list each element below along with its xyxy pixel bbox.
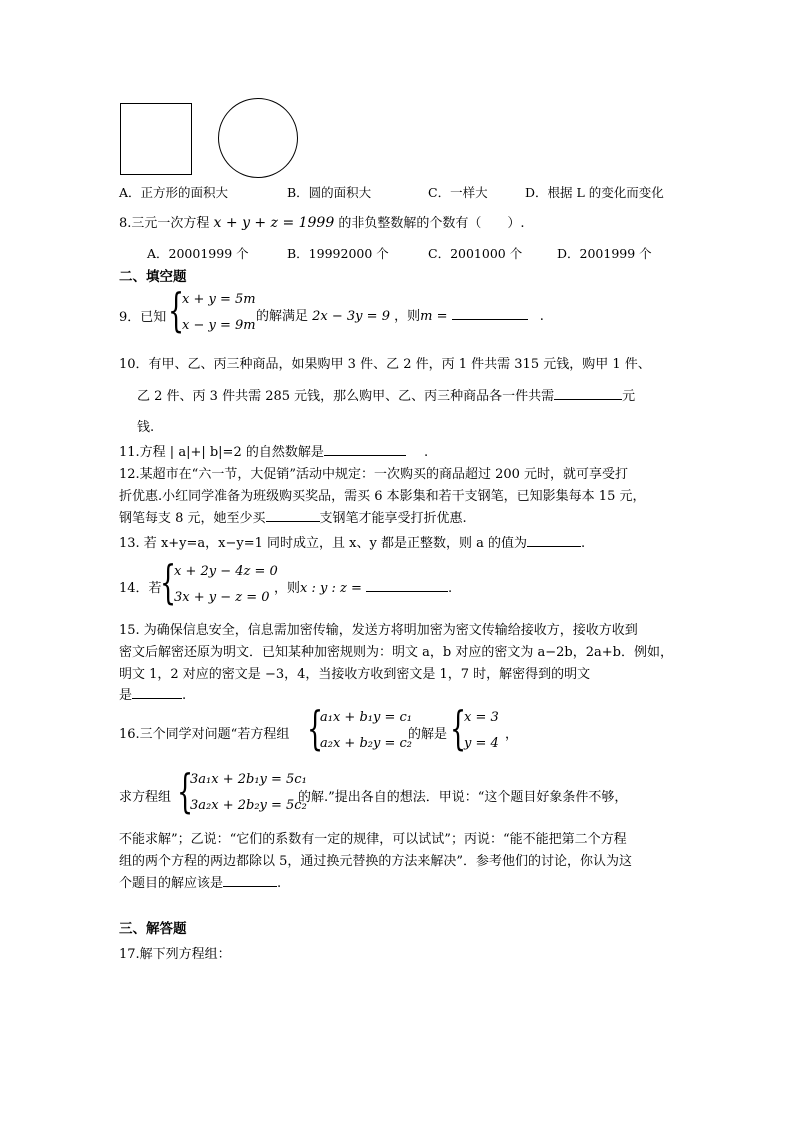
question-13	[119, 532, 585, 551]
q12-line3	[119, 507, 467, 526]
q16-text-b: 的解.”提出各自的想法．甲说：“这个题目好象条件不够，	[298, 790, 628, 805]
section-2-heading: 二、填空题	[119, 269, 187, 285]
q7-option-c: C．一样大	[428, 185, 488, 200]
section-3-heading: 三、解答题	[119, 921, 187, 937]
q16-sol2: y = 4	[464, 736, 499, 751]
q10-line2-text: 乙 2 件、丙 3 件共需 285 元钱，那么购甲、乙、丙三种商品各一件共需	[137, 389, 555, 404]
q12-line1: 12.某超市在“六一节，大促销”活动中规定：一次购买的商品超过 200 元时，就可享受打	[119, 467, 629, 482]
q16-brace-1: {	[307, 701, 324, 755]
q12-line3b: 支钢笔才能享受打折优惠.	[319, 511, 467, 526]
q9-eq1: x + y = 5m	[182, 292, 256, 307]
q16-sys2-eq2: 3a₂x + 2b₂y = 5c₂	[190, 798, 307, 813]
q9-end: .	[539, 309, 544, 324]
q13-answer-blank[interactable]	[527, 534, 581, 547]
q10-line2-end: 元	[622, 389, 636, 404]
q16-sys2-eq1: 3a₁x + 2b₁y = 5c₁	[190, 772, 307, 787]
q16-text-a: 的解是	[408, 727, 448, 742]
q14-answer-blank[interactable]	[366, 579, 448, 592]
q14-brace: {	[160, 555, 177, 609]
q9-condition	[256, 305, 544, 324]
q9-eq2: x − y = 9m	[182, 318, 256, 333]
q7-option-a: A．正方形的面积大	[119, 185, 229, 200]
q14-eq1: x + 2y − 4z = 0	[174, 564, 278, 579]
q15-line1: 15. 为确保信息安全，信息需加密传输，发送方将明加密为密文传输给接收方，接收方收到	[119, 623, 638, 638]
q16-sol1: x = 3	[464, 710, 499, 725]
q14-label: 14．若	[119, 581, 162, 596]
q14-eq2: 3x + y − z = 0	[174, 590, 270, 605]
q11-answer-blank[interactable]	[324, 443, 406, 456]
q13-end: .	[580, 536, 586, 551]
q8-option-b: B．19992000 个	[287, 246, 389, 261]
q16-label: 16.三个同学对问题“若方程组	[119, 727, 290, 742]
q14-ratio-expr: x : y : z =	[300, 581, 362, 596]
q16-sys1-eq2: a₂x + b₂y = c₂	[320, 736, 412, 751]
q9-label: 9．已知	[119, 310, 167, 325]
q14-end: .	[448, 581, 453, 596]
q8-text-a: 8.三元一次方程	[119, 216, 210, 231]
q7-option-b: B．圆的面积大	[287, 185, 372, 200]
q9-var: m =	[420, 309, 448, 324]
question-11	[119, 441, 428, 460]
q7-option-d: D．根据 L 的变化而变化	[525, 185, 664, 200]
q10-line2	[137, 385, 635, 404]
question-8	[119, 212, 525, 231]
q14-text: ，则	[274, 581, 301, 596]
q17-text: 17.解下列方程组：	[119, 947, 231, 962]
q9-brace: {	[168, 283, 185, 337]
q15-answer-blank[interactable]	[132, 686, 182, 699]
circle-figure	[217, 97, 299, 179]
q16-brace-2: {	[450, 701, 467, 755]
q16-sys1-eq1: a₁x + b₁y = c₁	[320, 710, 412, 725]
q8-equation: x + y + z = 1999	[213, 215, 335, 231]
q16-brace-3: {	[177, 764, 194, 818]
q9-cond: 2x − 3y = 9	[312, 309, 390, 324]
q11-text: 11.方程 | a|+| b|=2 的自然数解是	[119, 445, 324, 460]
q16-answer-blank[interactable]	[223, 874, 277, 887]
square-figure	[120, 103, 192, 175]
q12-answer-blank[interactable]	[266, 509, 320, 522]
q9-text-b: ，则	[394, 309, 421, 324]
q16-label2: 求方程组	[119, 790, 172, 805]
q9-answer-blank[interactable]	[452, 307, 528, 320]
q8-option-a: A．20001999 个	[147, 246, 249, 261]
q10-line1: 10．有甲、乙、丙三种商品，如果购甲 3 件、乙 2 件，丙 1 件共需 315 元钱，购甲 1 件、	[119, 357, 651, 372]
q16-line4: 组的两个方程的两边都除以 5，通过换元替换的方法来解决”．参考他们的讨论，你认为这	[119, 854, 633, 869]
q16-line5a: 个题目的解应该是	[119, 876, 224, 891]
q8-option-c: C．2001000 个	[428, 246, 523, 261]
q12-line2: 折优惠.小红同学准备为班级购买奖品，需买 6 本影集和若干支钢笔，已知影集每本 15 元，	[119, 489, 646, 504]
q11-end: .	[424, 445, 429, 460]
q15-line4	[119, 684, 186, 703]
q16-line5	[119, 872, 281, 891]
q15-line4b: .	[182, 688, 187, 703]
q15-line4a: 是	[119, 688, 133, 703]
q16-line3: 不能求解”；乙说：“它们的系数有一定的规律，可以试试”；丙说：“能不能把第二个方程	[119, 832, 627, 847]
q16-comma: ，	[505, 727, 519, 742]
q15-line3: 明文 1，2 对应的密文是 −3，4，当接收方收到密文是 1，7 时，解密得到的明文	[119, 667, 591, 682]
q10-line3: 钱.	[137, 420, 155, 435]
q16-line5b: .	[277, 876, 282, 891]
q15-line2: 密文后解密还原为明文．已知某种加密规则为：明文 a，b 对应的密文为 a−2b，2a+b．例如，	[119, 645, 673, 660]
q9-text-a: 的解满足	[256, 309, 309, 324]
q8-option-d: D．2001999 个	[557, 246, 652, 261]
q12-line3a: 钢笔每支 8 元，她至少买	[119, 511, 266, 526]
q13-text: 13. 若 x+y=a，x−y=1 同时成立，且 x、y 都是正整数，则 a 的值为	[119, 536, 527, 551]
q10-answer-blank[interactable]	[554, 387, 622, 400]
q8-text-b: 的非负整数解的个数有（ ）.	[338, 216, 525, 231]
q14-ratio	[274, 577, 452, 596]
